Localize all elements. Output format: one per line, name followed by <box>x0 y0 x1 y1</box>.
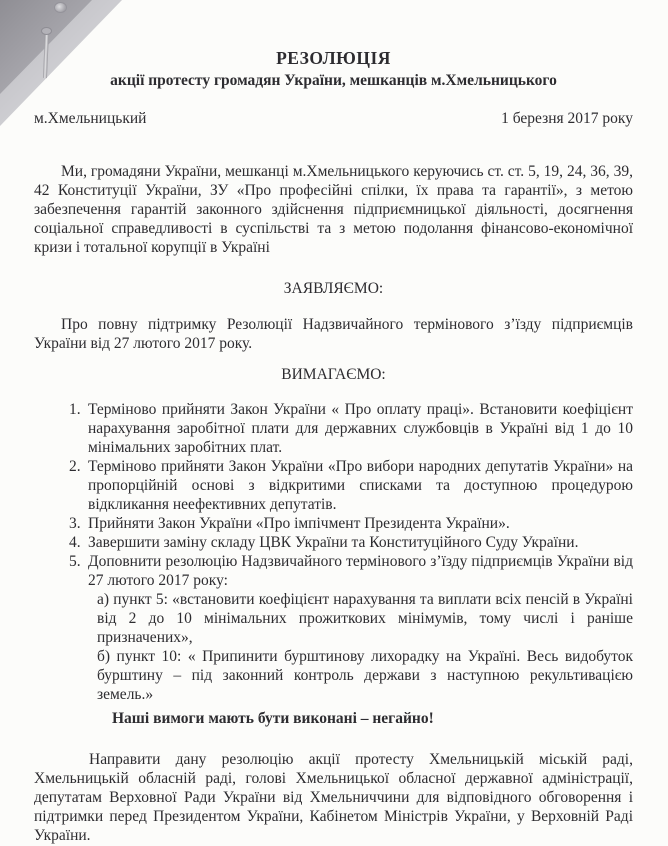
document-place: м.Хмельницький <box>34 110 147 127</box>
intro-paragraph: Ми, громадяни України, мешканці м.Хмельницького керуючись ст. ст. 5, 19, 24, 36, 39, 42 Конституції України, ЗУ «Про професійні спілки, їх права та гарантії», з метою забезпечення гарантій законного здійснення підприємницької діяльності, досягнення соціальної справедливості в суспільстві та з метою подолання фінансово-економічної кризи і тотальної корупції в Україні <box>34 163 633 256</box>
demand-text: Терміново прийняти Закон України « Про оплату праці». Встановити коефіцієнт нарахування заробітної плати для державних службовців в Україні від 1 до 10 мінімальних заробітних плат. <box>88 401 633 456</box>
declare-heading: ЗАЯВЛЯЄМО: <box>283 280 384 297</box>
demand-number: 3. <box>69 515 81 532</box>
demand-number: 4. <box>69 534 81 551</box>
pin-dot <box>54 2 67 13</box>
demand-text: Терміново прийняти Закон України «Про вибори народних депутатів України» на пропорційній основі з відкритими списками та доступною процедурою відкликання неефективних депутатів. <box>88 458 633 513</box>
demand-item-4 <box>34 533 633 552</box>
demand-heading: ВИМАГАЄМО: <box>281 366 386 383</box>
demand-subitem-b: б) пункт 10: « Припинити бурштинову лихорадку на Україні. Весь видобуток бурштину – під законний контроль держави з наступною рекультивацією земель.» <box>97 648 633 703</box>
document-date: 1 березня 2017 року <box>501 110 633 127</box>
demand-number: 5. <box>69 553 81 570</box>
place-date-line <box>34 109 633 128</box>
demand-number: 1. <box>69 401 81 418</box>
demand-text: Завершити заміну складу ЦВК України та Конституційного Суду України. <box>88 534 579 551</box>
demands-list <box>34 400 633 704</box>
demand-item-2 <box>34 457 633 514</box>
emphasis-line: Наші вимоги мають бути виконані – негайно! <box>112 710 434 727</box>
demand-subitem-a: а) пункт 5: «встановити коефіцієнт нарахування та виплати всіх пенсій в Україні від 2 до 10 мінімальних прожиткових мінімумів, тому числі і раніше призначених», <box>97 591 633 646</box>
closing-paragraph: Направити дану резолюцію акції протесту Хмельницькій міській раді, Хмельницькій обласній раді, голові Хмельницької обласної державної адміністрації, депутатам Верховної Ради України від Хмельниччини для відповідного обговорення і підтримки перед Президентом України, Кабінетом Міністрів України, у Верховній Раді України. <box>34 751 633 844</box>
demand-item-5 <box>34 552 633 590</box>
demand-item-3 <box>34 514 633 533</box>
demand-text: Доповнити резолюцію Надзвичайного термінового з’їзду підприємців України від 27 лютого 2017 року: <box>88 553 633 589</box>
demand-item-1 <box>34 400 633 457</box>
declare-paragraph: Про повну підтримку Резолюції Надзвичайного термінового з’їзду підприємців України від 27 лютого 2017 року. <box>34 316 633 352</box>
document-subtitle: акції протесту громадян України, мешканців м.Хмельницького <box>110 72 557 89</box>
document-title: РЕЗОЛЮЦІЯ <box>276 48 391 68</box>
demand-text: Прийняти Закон України «Про імпічмент Президента України». <box>88 515 510 532</box>
pin-head <box>41 27 52 35</box>
demand-number: 2. <box>69 458 81 475</box>
